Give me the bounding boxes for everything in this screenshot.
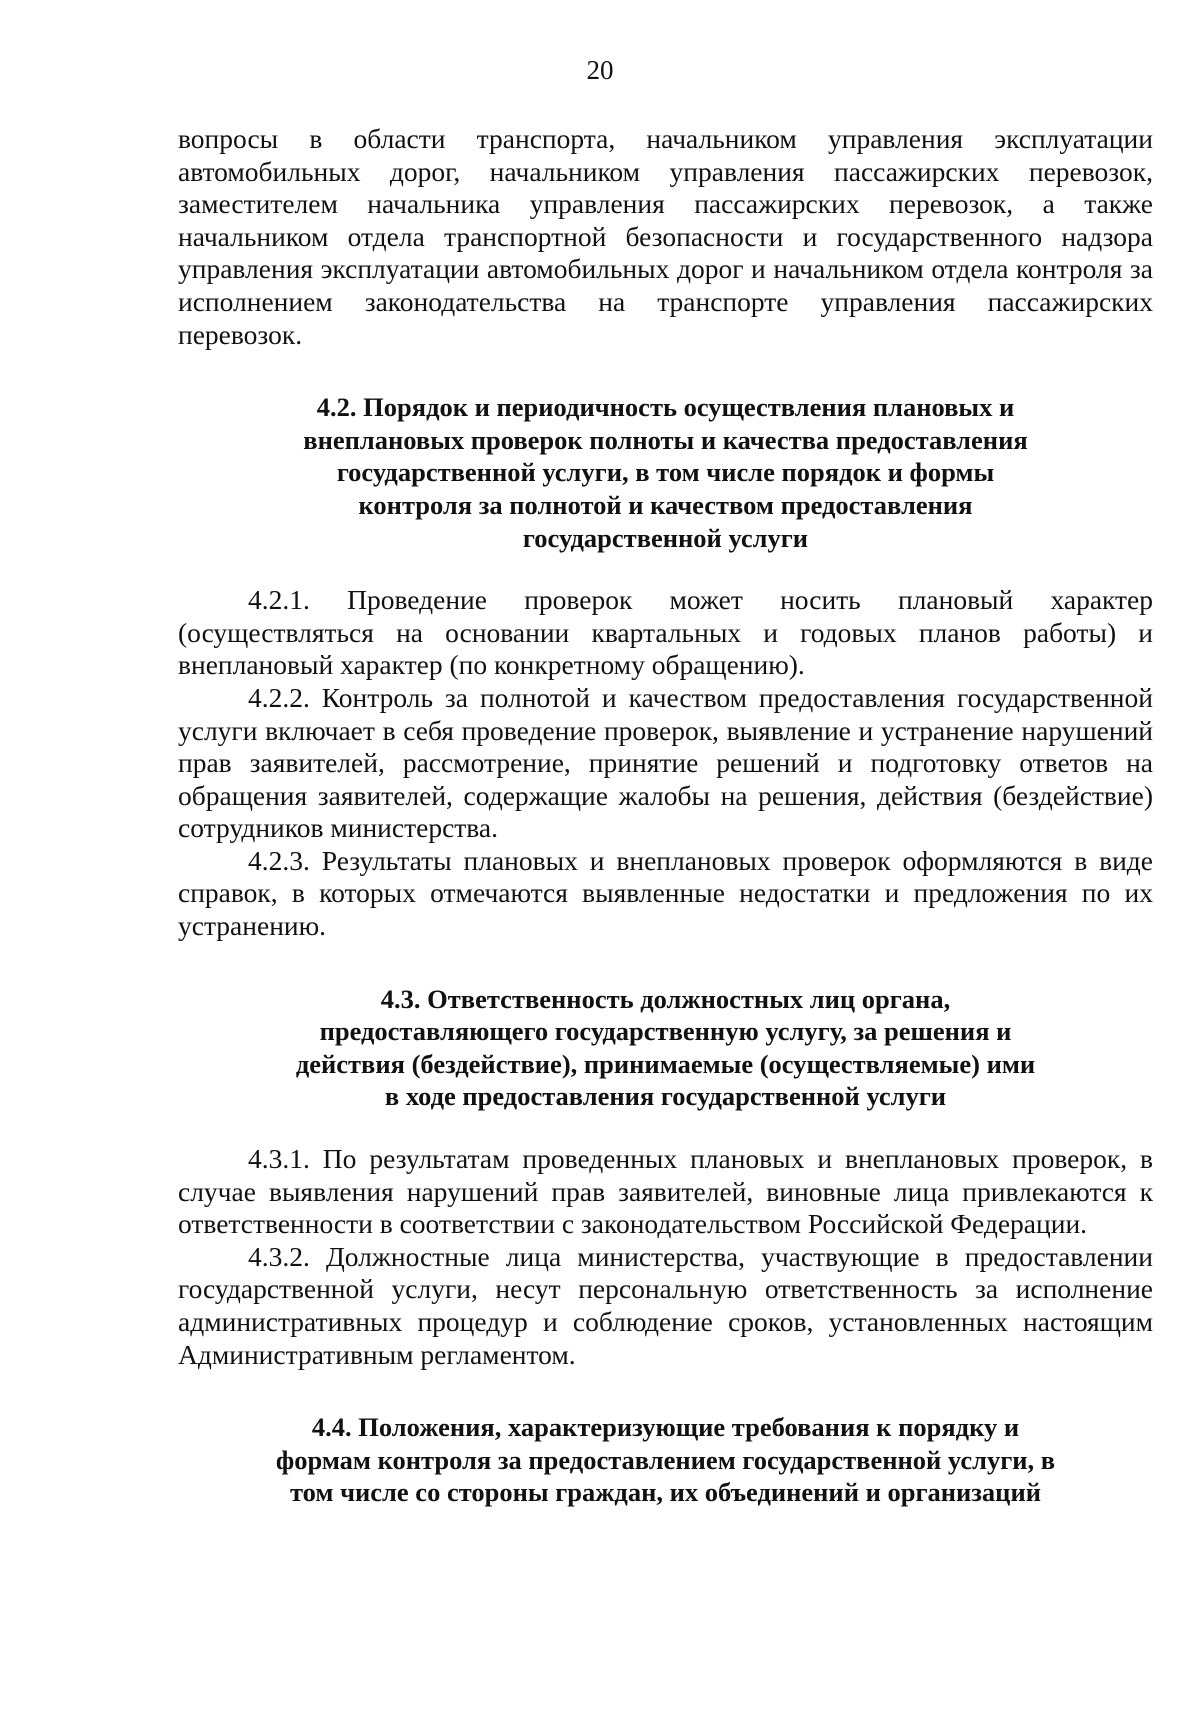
intro-paragraph: вопросы в области транспорта, начальником управления эксплуатации автомобильных дорог, начальником управления пассажирских перевозок, заместителем начальника управления пассажирских перевозок, а также начальником отдела транспортной безопасности и государственного надзора управления эксплуатации автомобильных дорог и начальником отдела контроля за исполнением законодательства на транспорте управления пассажирских перевозок. <box>178 123 1153 350</box>
section-heading-4-4: 4.4. Положения, характеризующие требования к порядку и формам контроля за предоставлением государственной услуги, в том числе со стороны граждан, их объединений и организаций <box>275 1412 1056 1508</box>
page-number: 20 <box>586 55 614 85</box>
section-heading-4-2: 4.2. Порядок и периодичность осуществления плановых и внеплановых проверок полноты и качества предоставления государственной услуги, в том числе порядок и формы контроля за полнотой и качеством предоставления государственной услуги <box>303 392 1028 553</box>
paragraph-4-2-1: 4.2.1. Проведение проверок может носить плановый характер (осуществляться на основании квартальных и годовых планов работы) и внеплановый характер (по конкретному обращению). <box>178 584 1153 681</box>
paragraph-4-3-1: 4.3.1. По результатам проведенных плановых и внеплановых проверок, в случае выявления нарушений прав заявителей, виновные лица привлекаются к ответственности в соответствии с законодательством Российской Федерации. <box>178 1143 1153 1240</box>
paragraph-4-2-3: 4.2.3. Результаты плановых и внеплановых проверок оформляются в виде справок, в которых отмечаются выявленные недостатки и предложения по их устранению. <box>178 844 1153 942</box>
paragraph-4-3-2: 4.3.2. Должностные лица министерства, участвующие в предоставлении государственной услуги, несут персональную ответственность за исполнение административных процедур и соблюдение сроков, установленных настоящим Административным регламентом. <box>178 1240 1153 1370</box>
document-body <box>178 123 1153 1509</box>
section-heading-4-3: 4.3. Ответственность должностных лиц органа, предоставляющего государственную услугу, за решения и действия (бездействие), принимаемые (осуществляемые) ими в ходе предоставления государственной услуги <box>295 983 1036 1112</box>
paragraph-4-2-2: 4.2.2. Контроль за полнотой и качеством предоставления государственной услуги включает в себя проведение проверок, выявление и устранение нарушений прав заявителей, рассмотрение, принятие решений и подготовку ответов на обращения заявителей, содержащие жалобы на решения, действия (бездействие) сотрудников министерства. <box>178 681 1153 844</box>
